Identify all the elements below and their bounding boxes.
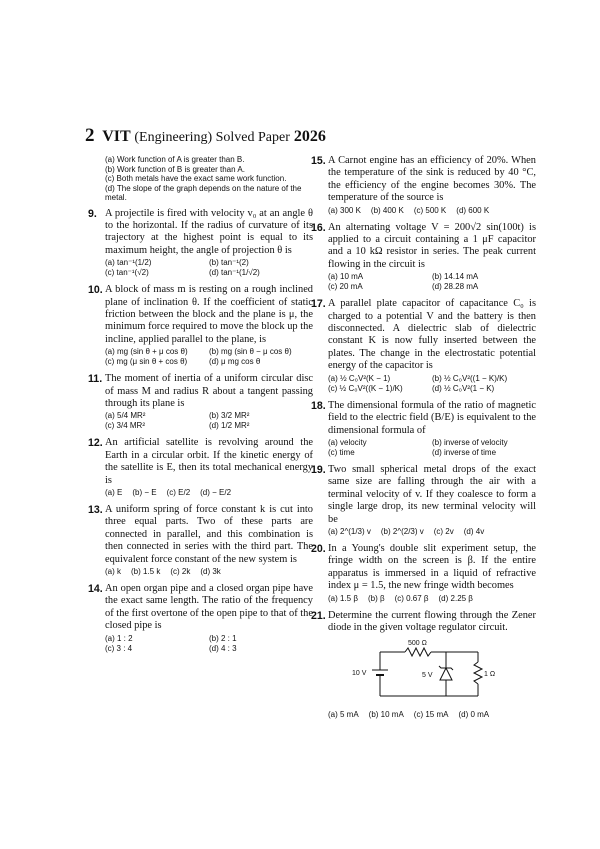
options [328,594,536,604]
zener-diode-symbol [440,668,452,680]
continued-option: (b) Work function of B is greater than A. [105,164,245,174]
options [105,488,313,498]
option-b: (b) 2^(2/3) v [380,526,424,536]
option-a: (a) ½ C₀V²(K − 1) [328,373,391,383]
option-d: (d) 3k [200,567,221,577]
options [105,347,313,367]
page-number: 2 [85,125,95,146]
option-d: (d) 4v [463,526,485,536]
option-c: (c) 2v [433,526,454,536]
question-number: 16. [311,221,326,234]
option-a: (a) tan⁻¹(1/2) [105,258,152,268]
option-a: (a) mg (sin θ + μ cos θ) [105,347,188,357]
option-c: (c) ½ C₀V²((K − 1)/K) [328,383,403,393]
question-number: 15. [311,155,326,167]
option-d: (d) 2.25 β [438,593,473,603]
continued-option: (c) Both metals have the exact same work function. [105,174,287,183]
question-text: An artificial satellite is revolving around the Earth in a circular orbit. If the kinetic energy of the satellite is E, then its total mechanical energy is [105,437,313,486]
option-c: (c) 500 K [413,205,447,215]
question-number: 12. [88,437,103,450]
question-text: A Carnot engine has an efficiency of 20%. When the temperature of the sink is reduced by 40 °C, the efficiency of the engine becomes 30%. The temperature of the source is [328,155,536,204]
question-14 [88,583,313,654]
question-16 [311,222,536,293]
continued-option: (d) The slope of the graph depends on the nature of the metal. [105,183,302,202]
option-b: (b) 1.5 k [131,567,161,577]
question-number: 18. [311,399,326,412]
left-column [88,155,313,660]
question-text: A projectile is fired with velocity v₀ at an angle θ to the horizontal. If the radius of curvature of its trajectory at the highest point is equal to its maximum height, the angle of projection θ is [105,207,313,256]
load-resistor-symbol [474,662,482,684]
option-b: (b) mg (sin θ − μ cos θ) [209,347,292,357]
question-text: A uniform spring of force constant k is cut into three equal parts. Two of these parts are connected in parallel, and this combination is then connected in series with the third part. The equivalent force constant of the new system is [105,504,313,565]
option-d: (d) 4 : 3 [209,643,237,653]
option-d: (d) μ mg cos θ [209,357,261,367]
header-year: 2026 [293,128,326,145]
question-text: An open organ pipe and a closed organ pipe have the exact same length. The ratio of the frequency of the first overtone of the open pipe to that of the closed pipe is [105,583,313,632]
option-a: (a) 5/4 MR² [105,411,146,421]
question-11 [88,373,313,431]
continued-option: (a) Work function of A is greater than B. [105,155,245,164]
options [105,567,313,577]
options [328,710,536,720]
continued-options [88,155,313,203]
option-a: (a) velocity [328,437,367,447]
options [328,206,536,216]
question-12 [88,437,313,498]
option-c: (c) E/2 [166,488,191,497]
option-b: (b) inverse of velocity [432,437,508,447]
option-d: (d) tan⁻¹(1/√2) [209,268,260,278]
question-text: The moment of inertia of a uniform circular disc of mass M and radius R about a tangent passing through its plane is [105,373,313,409]
option-a: (a) 1.5 β [328,593,358,603]
question-10 [88,284,313,367]
source-label: 10 V [352,670,367,678]
option-b: (b) β [367,593,385,603]
option-a: (a) 5 mA [328,709,359,719]
option-b: (b) tan⁻¹(2) [209,258,249,268]
option-c: (c) 3 : 4 [105,643,133,653]
question-21 [311,610,536,720]
question-text: Two small spherical metal drops of the exact same size are falling through the air with a terminal velocity of v. If they coalesce to form a single large drop, its new terminal velocity will be [328,463,536,525]
option-d: (d) ½ C₀V²(1 − K) [432,383,495,393]
options [328,272,536,292]
question-text: The dimensional formula of the ratio of magnetic field to the electric field (B/E) is equivalent to the dimensional formula of [328,399,536,436]
question-text: An alternating voltage V = 200√2 sin(100t) is applied to a circuit containing a 1 μF capacitor and a 10 kΩ resistor in series. The peak current flowing in the circuit is [328,221,536,270]
options [328,374,536,394]
options [328,527,536,537]
option-a: (a) 10 mA [328,272,364,282]
question-13 [88,504,313,577]
load-label: 1 Ω [484,671,496,679]
question-number: 21. [311,609,326,622]
option-d: (d) 0 mA [458,709,490,719]
option-a: (a) 1 : 2 [105,633,133,643]
series-resistor-label: 500 Ω [408,640,427,648]
question-number: 20. [311,542,326,555]
option-c: (c) 2k [170,567,191,577]
option-d: (d) 600 K [456,205,490,215]
question-number: 19. [311,463,326,476]
option-d: (d) − E/2 [200,488,232,497]
series-resistor-symbol [405,648,431,656]
question-text: Determine the current flowing through the Zener diode in the given voltage regulator circuit. [328,609,536,633]
options [105,258,313,278]
option-a: (a) k [105,567,121,577]
question-number: 14. [88,583,103,596]
question-text: A block of mass m is resting on a rough inclined plane of inclination θ. If the coefficient of static friction between the block and the plane is μ, the minimum force required to move the block up the incline, applied parallel to the plane, is [105,284,313,345]
option-b: (b) 3/2 MR² [209,411,250,421]
question-number: 17. [311,298,326,311]
option-c: (c) 3/4 MR² [105,421,145,431]
option-b: (b) 400 K [370,205,404,215]
question-number: 9. [88,207,97,220]
question-number: 13. [88,504,103,516]
zener-label: 5 V [422,672,433,680]
question-text: In a Young's double slit experiment setup, the fringe width on the screen is β. If the entire apparatus is immersed in a liquid of refractive index μ = 1.5, the new fringe width becomes [328,542,536,592]
options [105,411,313,431]
option-c: (c) tan⁻¹(√2) [105,268,149,278]
header-title-rest: (Engineering) Solved Paper [134,130,290,145]
option-d: (d) 28.28 mA [432,282,479,292]
option-d: (d) 1/2 MR² [209,421,250,431]
option-b: (b) ½ C₀V²((1 − K)/K) [432,373,508,383]
question-18 [311,400,536,458]
option-b: (b) 14.14 mA [432,272,479,282]
question-text: A parallel plate capacitor of capacitance C₀ is charged to a potential V and the battery is then disconnected. A dielectric slab of dielectric constant K is now fully inserted between the plates. The change in the electrostatic potential energy of the capacitor is [328,298,536,372]
question-number: 10. [88,284,103,297]
header-title-bold: VIT [102,128,131,145]
option-d: (d) inverse of time [432,447,497,457]
question-9 [88,208,313,279]
question-17 [311,298,536,393]
page-header [85,125,326,147]
question-20 [311,543,536,604]
options [328,438,536,458]
option-c: (c) 20 mA [328,282,363,292]
option-a: (a) 2^(1/3) v [328,526,371,536]
options [105,634,313,654]
option-b: (b) 2 : 1 [209,633,237,643]
option-c: (c) mg (μ sin θ + cos θ) [105,357,188,367]
option-c: (c) 0.67 β [394,593,429,603]
option-c: (c) time [328,447,355,457]
right-column [311,155,536,726]
option-c: (c) 15 mA [413,709,449,719]
option-b: (b) − E [132,488,157,497]
question-number: 11. [88,373,103,386]
option-a: (a) 300 K [328,205,361,215]
option-b: (b) 10 mA [368,709,404,719]
question-19 [311,464,536,537]
option-a: (a) E [105,488,123,497]
question-15 [311,155,536,216]
zener-regulator-circuit [350,638,500,702]
